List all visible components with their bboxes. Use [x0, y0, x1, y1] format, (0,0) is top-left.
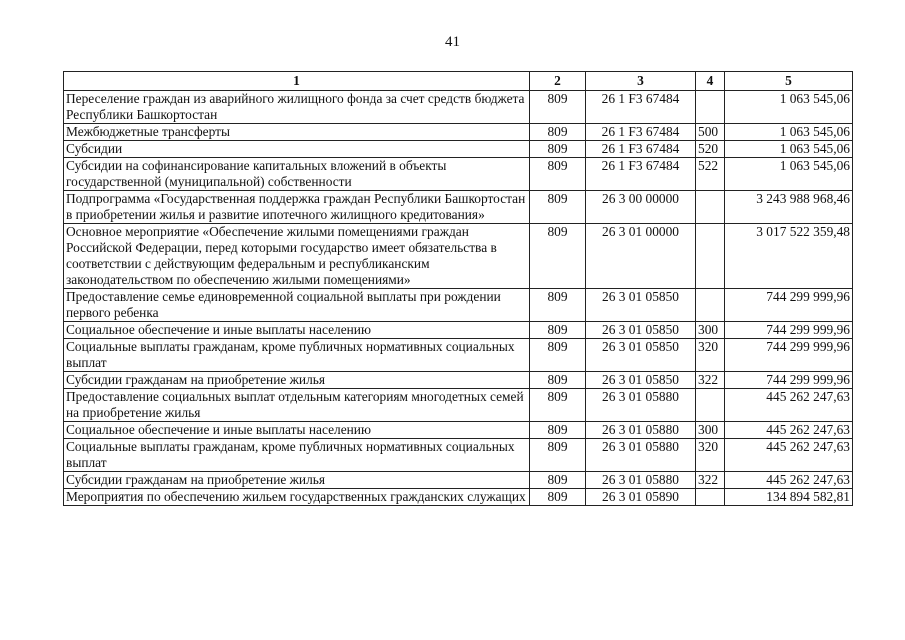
- table-row: [64, 191, 853, 224]
- table-row: [64, 489, 853, 506]
- row-description: Социальные выплаты гражданам, кроме публичных нормативных социальных выплат: [64, 439, 530, 472]
- row-amount: 744 299 999,96: [725, 289, 853, 322]
- row-expense-type: 300: [696, 422, 725, 439]
- table-row: [64, 372, 853, 389]
- row-amount: 744 299 999,96: [725, 322, 853, 339]
- row-description: Основное мероприятие «Обеспечение жилыми помещениями граждан Российской Федерации, перед которыми государство имеет обязательства в соответствии с действующим федеральным и республиканским законодательством по обеспечению жилыми помещениями»: [64, 224, 530, 289]
- row-expense-type: 320: [696, 339, 725, 372]
- row-target-article: 26 3 01 05880: [586, 439, 696, 472]
- row-amount: 445 262 247,63: [725, 422, 853, 439]
- row-target-article: 26 1 F3 67484: [586, 141, 696, 158]
- page-number: 41: [445, 34, 460, 50]
- column-header: 4: [696, 72, 725, 91]
- row-target-article: 26 3 01 05850: [586, 289, 696, 322]
- row-ministry-code: 809: [530, 372, 586, 389]
- table-row: [64, 158, 853, 191]
- row-description: Социальное обеспечение и иные выплаты населению: [64, 422, 530, 439]
- budget-table: [63, 71, 853, 506]
- column-header: 3: [586, 72, 696, 91]
- row-expense-type: [696, 489, 725, 506]
- row-amount: 134 894 582,81: [725, 489, 853, 506]
- row-target-article: 26 1 F3 67484: [586, 124, 696, 141]
- table-row: [64, 422, 853, 439]
- row-amount: 1 063 545,06: [725, 141, 853, 158]
- row-amount: 1 063 545,06: [725, 91, 853, 124]
- row-expense-type: [696, 289, 725, 322]
- table-row: [64, 224, 853, 289]
- row-ministry-code: 809: [530, 289, 586, 322]
- table-row: [64, 472, 853, 489]
- row-amount: 445 262 247,63: [725, 389, 853, 422]
- table-row: [64, 339, 853, 372]
- row-description: Подпрограмма «Государственная поддержка граждан Республики Башкортостан в приобретении жилья и развитие ипотечного жилищного кредитования»: [64, 191, 530, 224]
- table-row: [64, 289, 853, 322]
- row-ministry-code: 809: [530, 124, 586, 141]
- row-ministry-code: 809: [530, 158, 586, 191]
- row-ministry-code: 809: [530, 141, 586, 158]
- row-target-article: 26 3 01 05850: [586, 339, 696, 372]
- row-description: Мероприятия по обеспечению жильем государственных гражданских служащих: [64, 489, 530, 506]
- row-description: Субсидии гражданам на приобретение жилья: [64, 372, 530, 389]
- row-description: Социальные выплаты гражданам, кроме публичных нормативных социальных выплат: [64, 339, 530, 372]
- row-target-article: 26 3 01 00000: [586, 224, 696, 289]
- row-target-article: 26 3 00 00000: [586, 191, 696, 224]
- table-row: [64, 322, 853, 339]
- row-ministry-code: 809: [530, 439, 586, 472]
- column-header: 1: [64, 72, 530, 91]
- row-target-article: 26 3 01 05890: [586, 489, 696, 506]
- row-expense-type: 522: [696, 158, 725, 191]
- table-row: [64, 141, 853, 158]
- row-description: Социальное обеспечение и иные выплаты населению: [64, 322, 530, 339]
- row-amount: 744 299 999,96: [725, 372, 853, 389]
- row-description: Предоставление семье единовременной социальной выплаты при рождении первого ребенка: [64, 289, 530, 322]
- table-row: [64, 439, 853, 472]
- row-target-article: 26 3 01 05850: [586, 372, 696, 389]
- row-target-article: 26 1 F3 67484: [586, 158, 696, 191]
- table-header-row: [64, 72, 853, 91]
- row-ministry-code: 809: [530, 389, 586, 422]
- row-description: Субсидии на софинансирование капитальных вложений в объекты государственной (муниципальной) собственности: [64, 158, 530, 191]
- row-description: Субсидии: [64, 141, 530, 158]
- row-expense-type: 520: [696, 141, 725, 158]
- row-expense-type: 500: [696, 124, 725, 141]
- row-target-article: 26 1 F3 67484: [586, 91, 696, 124]
- row-amount: 3 243 988 968,46: [725, 191, 853, 224]
- row-expense-type: [696, 389, 725, 422]
- row-description: Переселение граждан из аварийного жилищного фонда за счет средств бюджета Республики Башкортостан: [64, 91, 530, 124]
- row-ministry-code: 809: [530, 339, 586, 372]
- row-expense-type: 322: [696, 472, 725, 489]
- column-header: 5: [725, 72, 853, 91]
- table-row: [64, 91, 853, 124]
- row-ministry-code: 809: [530, 191, 586, 224]
- row-ministry-code: 809: [530, 489, 586, 506]
- row-target-article: 26 3 01 05850: [586, 322, 696, 339]
- row-ministry-code: 809: [530, 224, 586, 289]
- row-expense-type: [696, 224, 725, 289]
- table-body: [64, 91, 853, 506]
- row-amount: 1 063 545,06: [725, 124, 853, 141]
- row-amount: 445 262 247,63: [725, 439, 853, 472]
- row-amount: 445 262 247,63: [725, 472, 853, 489]
- row-target-article: 26 3 01 05880: [586, 389, 696, 422]
- row-ministry-code: 809: [530, 91, 586, 124]
- row-amount: 744 299 999,96: [725, 339, 853, 372]
- row-target-article: 26 3 01 05880: [586, 422, 696, 439]
- row-description: Предоставление социальных выплат отдельным категориям многодетных семей на приобретение жилья: [64, 389, 530, 422]
- row-amount: 3 017 522 359,48: [725, 224, 853, 289]
- row-expense-type: 322: [696, 372, 725, 389]
- row-amount: 1 063 545,06: [725, 158, 853, 191]
- row-description: Межбюджетные трансферты: [64, 124, 530, 141]
- row-expense-type: 300: [696, 322, 725, 339]
- row-ministry-code: 809: [530, 322, 586, 339]
- row-expense-type: [696, 91, 725, 124]
- row-expense-type: 320: [696, 439, 725, 472]
- row-description: Субсидии гражданам на приобретение жилья: [64, 472, 530, 489]
- row-ministry-code: 809: [530, 422, 586, 439]
- column-header: 2: [530, 72, 586, 91]
- row-ministry-code: 809: [530, 472, 586, 489]
- row-expense-type: [696, 191, 725, 224]
- row-target-article: 26 3 01 05880: [586, 472, 696, 489]
- table-row: [64, 389, 853, 422]
- table-row: [64, 124, 853, 141]
